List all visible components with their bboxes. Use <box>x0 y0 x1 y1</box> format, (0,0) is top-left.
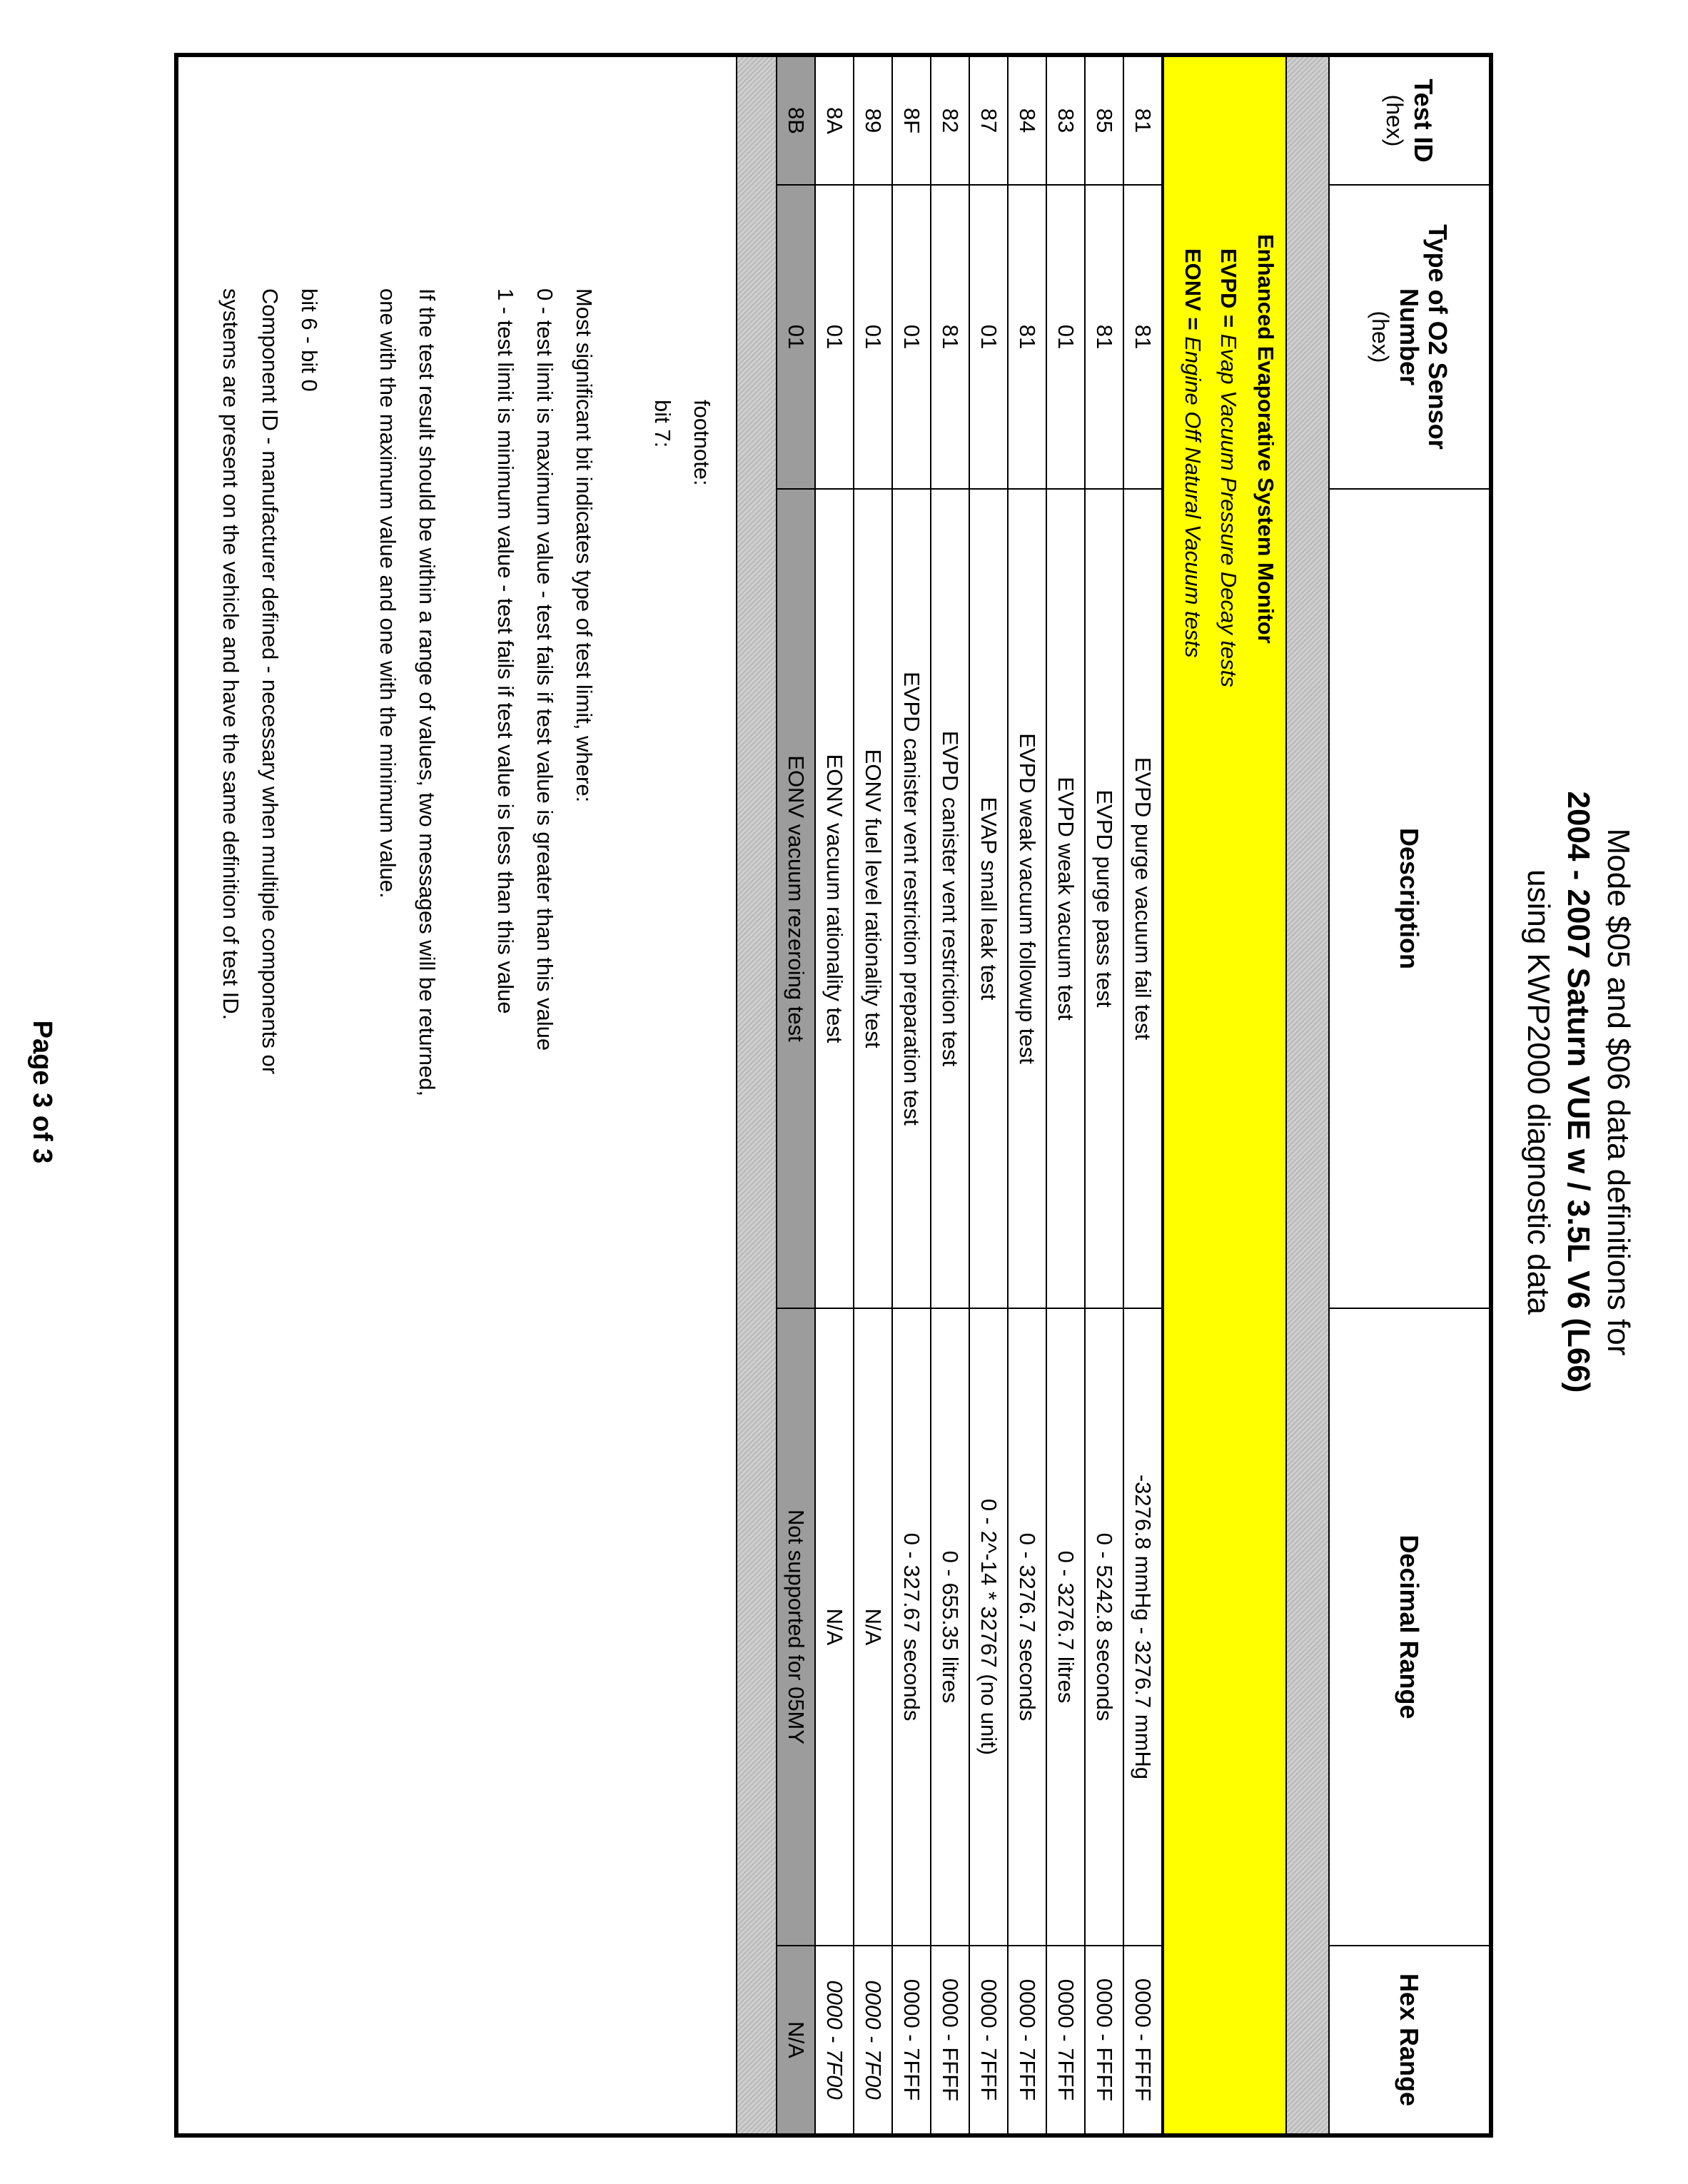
table-row <box>1046 57 1084 2133</box>
header-label: Description <box>1395 827 1425 970</box>
definition: Evap Vacuum Pressure Decay tests <box>1216 333 1241 687</box>
document-title <box>1518 0 1638 2184</box>
cell-o2: 81 <box>1124 186 1161 490</box>
cell-description: EVPD weak vacuum followup test <box>1009 490 1046 1309</box>
cell-decimal: 0 - 327.67 seconds <box>893 1309 930 1946</box>
footnote-text: systems are present on the vehicle and have the same definition of test ID. <box>218 288 243 1021</box>
col-test-id <box>1330 57 1489 186</box>
cell-test-id: 8A <box>816 57 853 186</box>
cell-hex: 0000 - 7F00 <box>822 1980 847 2100</box>
header-label: Type of O2 Sensor <box>1423 224 1453 450</box>
eonv-definition <box>1180 248 1206 658</box>
header-sub: (hex) <box>1382 94 1408 147</box>
header-sub: (hex) <box>1368 310 1394 363</box>
footnote-bit7: bit 7: <box>650 400 675 448</box>
cell-decimal: Not supported for 05MY <box>777 1309 814 1946</box>
cell-description: EONV fuel level rationality test <box>854 490 891 1309</box>
cell-hex: 0000 - 7F00 <box>861 1980 886 2100</box>
cell-decimal: N/A <box>854 1309 891 1946</box>
cell-hex: 0000 - 7FFF <box>976 1978 1001 2101</box>
table-row <box>853 57 891 2133</box>
footnote-text: bit 6 - bit 0 <box>297 288 322 392</box>
cell-hex: 0000 - 7FFF <box>899 1978 924 2101</box>
cell-decimal: -3276.8 mmHg - 3276.7 mmHg <box>1124 1309 1161 1946</box>
cell-hex: 0000 - 7FFF <box>1053 1978 1078 2101</box>
separator-stripe <box>1285 57 1328 2133</box>
cell-hex: N/A <box>784 2021 809 2058</box>
footnote-text: one with the maximum value and one with the minimum value. <box>375 288 400 899</box>
cell-hex: 0000 - 7FFF <box>1015 1978 1040 2101</box>
footnote-text: Component ID - manufacturer defined - necessary when multiple components or <box>258 288 283 1075</box>
cell-decimal: 0 - 3276.7 litres <box>1047 1309 1084 1946</box>
cell-description: EVPD canister vent restriction test <box>931 490 969 1309</box>
cell-decimal: N/A <box>816 1309 853 1946</box>
header-label: Hex Range <box>1395 1973 1425 2107</box>
table-header <box>1328 57 1489 2133</box>
equals: = <box>1181 317 1206 330</box>
table-row <box>1123 57 1161 2133</box>
table-row <box>1084 57 1123 2133</box>
cell-description: EONV vacuum rationality test <box>816 490 853 1309</box>
cell-description: EVAP small leak test <box>970 490 1007 1309</box>
page-number: Page 3 of 3 <box>27 1020 57 1164</box>
title-line-2: 2004 - 2007 Saturn VUE w / 3.5L V6 (L66) <box>1561 791 1596 1393</box>
table-row <box>776 57 814 2133</box>
cell-test-id: 8F <box>893 57 930 186</box>
cell-o2: 01 <box>777 186 814 490</box>
cell-test-id: 87 <box>970 57 1007 186</box>
definition: Engine Off Natural Vacuum tests <box>1181 336 1206 658</box>
header-label: Number <box>1395 288 1425 386</box>
cell-o2: 81 <box>1009 186 1046 490</box>
section-title: Enhanced Evaporative System Monitor <box>1253 234 1278 644</box>
footnote <box>643 400 722 486</box>
cell-test-id: 85 <box>1086 57 1123 186</box>
cell-test-id: 82 <box>931 57 969 186</box>
cell-hex: 0000 - FFFF <box>1131 1978 1156 2102</box>
table-row <box>1007 57 1046 2133</box>
table-row <box>969 57 1007 2133</box>
cell-o2: 01 <box>854 186 891 490</box>
title-line-1: Mode $05 and $06 data definitions for <box>1601 828 1636 1356</box>
cell-o2: 81 <box>931 186 969 490</box>
footnote-text: Most significant bit indicates type of test limit, where: <box>572 288 597 803</box>
table-row <box>930 57 969 2133</box>
cell-test-id: 8B <box>777 57 814 186</box>
cell-description: EVPD purge vacuum fail test <box>1124 490 1161 1309</box>
evpd-definition <box>1216 248 1241 687</box>
equals: = <box>1216 315 1241 328</box>
title-line-3: using KWP2000 diagnostic data <box>1521 869 1556 1315</box>
cell-decimal: 0 - 3276.7 seconds <box>1009 1309 1046 1946</box>
cell-description: EVPD canister vent restriction preparation test <box>893 490 930 1309</box>
cell-test-id: 84 <box>1009 57 1046 186</box>
col-description <box>1330 490 1489 1309</box>
section-header <box>1161 57 1285 2133</box>
footnote-text: 0 - test limit is maximum value - test fails if test value is greater than this value <box>532 288 557 1051</box>
col-o2-sensor <box>1330 186 1489 490</box>
footnote-text: If the test result should be within a range of values, two messages will be returned, <box>415 288 440 1097</box>
cell-o2: 01 <box>970 186 1007 490</box>
footnote-label: footnote: <box>689 400 714 486</box>
cell-o2: 01 <box>1047 186 1084 490</box>
cell-decimal: 0 - 2^-14 * 32767 (no unit) <box>970 1309 1007 1946</box>
col-hex-range <box>1330 1946 1489 2133</box>
header-label: Decimal Range <box>1395 1535 1425 1719</box>
header-label: Test ID <box>1409 79 1439 163</box>
cell-o2: 01 <box>816 186 853 490</box>
separator-stripe <box>736 57 776 2133</box>
cell-hex: 0000 - FFFF <box>1092 1978 1117 2102</box>
cell-o2: 81 <box>1086 186 1123 490</box>
footnote-text: 1 - test limit is minimum value - test fails if test value is less than this value <box>493 288 518 1014</box>
footnote-body <box>211 288 604 1096</box>
col-decimal-range <box>1330 1309 1489 1946</box>
cell-test-id: 81 <box>1124 57 1161 186</box>
cell-description: EVPD purge pass test <box>1086 490 1123 1309</box>
definitions-table <box>174 53 1493 2138</box>
cell-hex: 0000 - FFFF <box>938 1978 963 2102</box>
abbr: EONV <box>1181 248 1206 311</box>
cell-decimal: 0 - 655.35 litres <box>931 1309 969 1946</box>
abbr: EVPD <box>1216 248 1241 309</box>
cell-description: EVPD weak vacuum test <box>1047 490 1084 1309</box>
cell-decimal: 0 - 5242.8 seconds <box>1086 1309 1123 1946</box>
cell-description: EONV vacuum rezeroing test <box>777 490 814 1309</box>
table-row <box>891 57 930 2133</box>
table-row <box>814 57 853 2133</box>
cell-o2: 01 <box>893 186 930 490</box>
cell-test-id: 89 <box>854 57 891 186</box>
cell-test-id: 83 <box>1047 57 1084 186</box>
